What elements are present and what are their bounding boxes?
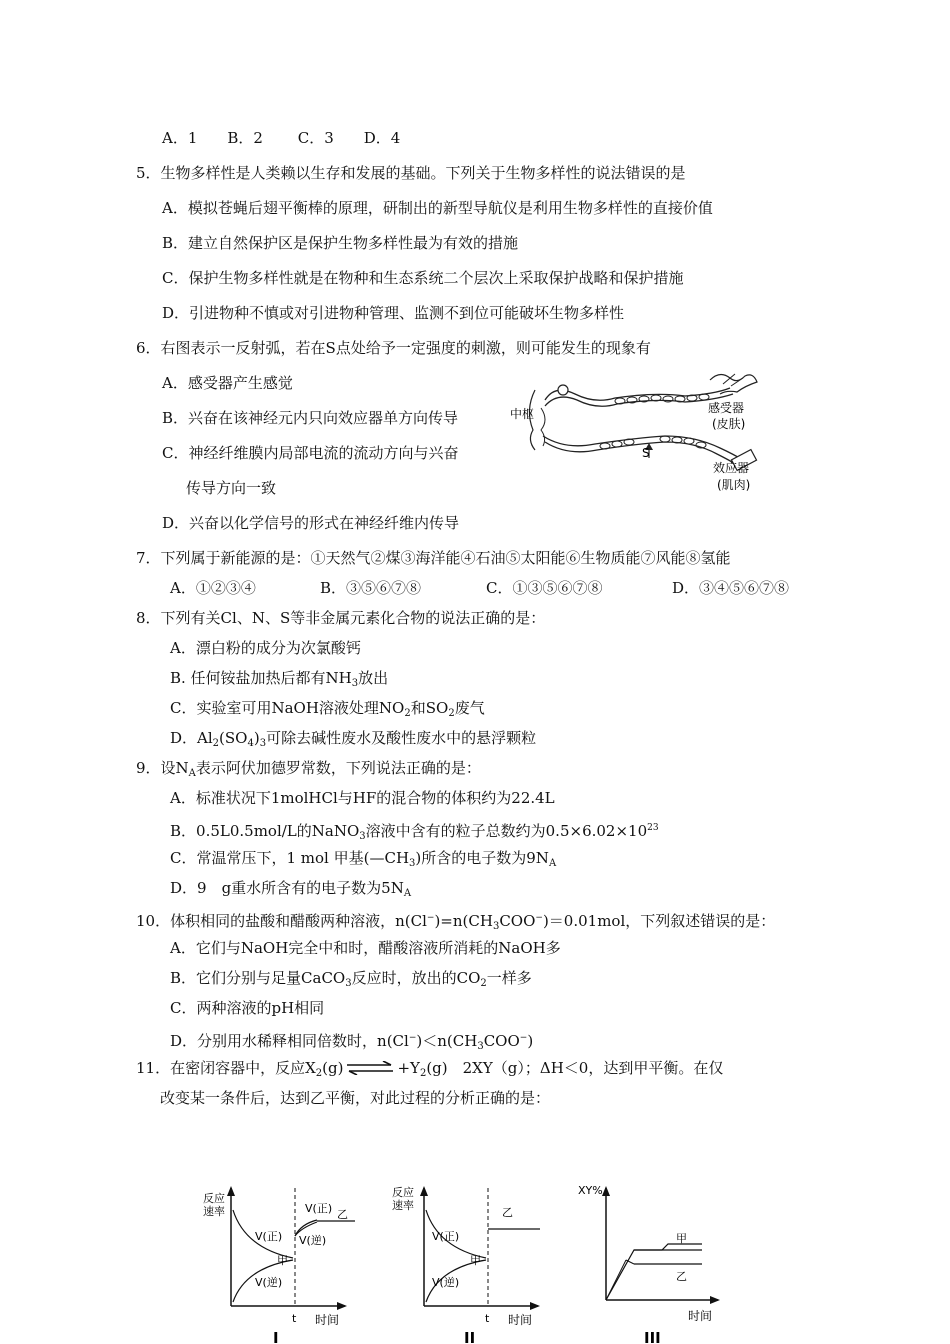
reflex-arc-figure xyxy=(505,370,775,500)
graph-ii-v-rev: V(逆) xyxy=(432,1276,460,1289)
graph-i-v-rev: V(逆) xyxy=(255,1276,283,1289)
graph-i-jia: 甲 xyxy=(277,1254,288,1267)
graph-i-caption: I xyxy=(273,1329,279,1344)
graph-i-xlabel: 时间 xyxy=(315,1313,340,1327)
q7-option-c: C．①③⑤⑥⑦⑧ xyxy=(486,579,603,597)
q11-stem-line2: 改变某一条件后，达到乙平衡，对此过程的分析正确的是： xyxy=(160,1089,551,1107)
graph-ii-ylabel-1: 反应 xyxy=(392,1186,414,1199)
q6-option-d: D．兴奋以化学信号的形式在神经纤维内传导 xyxy=(162,514,460,532)
graph-ii-yi: 乙 xyxy=(502,1206,513,1219)
q5-option-a: A．模拟苍蝇后翅平衡棒的原理，研制出的新型导航仪是利用生物多样性的直接价值 xyxy=(162,199,713,217)
q6-option-a: A．感受器产生感觉 xyxy=(162,374,293,392)
q8-option-b: B. 任何铵盐加热后都有$NH_3$放出 xyxy=(170,669,389,689)
graph-ii-xlabel: 时间 xyxy=(508,1313,533,1327)
graph-ii-caption: II xyxy=(464,1329,476,1344)
graph-i-v-rev-2: V(逆) xyxy=(299,1234,327,1247)
fig-label-center: 中枢 xyxy=(510,407,535,421)
fig-label-receptor: 感受器 xyxy=(708,401,745,415)
graph-i xyxy=(195,1180,365,1344)
graph-iii-yi: 乙 xyxy=(676,1270,687,1283)
q10-option-c: C．两种溶液的pH相同 xyxy=(170,999,325,1017)
q6-stem: 6．右图表示一反射弧，若在S点处给予一定强度的刺激，则可能发生的现象有 xyxy=(136,339,651,357)
q6-option-b: B．兴奋在该神经元内只向效应器单方向传导 xyxy=(162,409,459,427)
q8-stem: 8．下列有关Cl、N、S等非金属元素化合物的说法正确的是： xyxy=(136,609,546,627)
graph-ii-ylabel-2: 速率 xyxy=(392,1199,414,1212)
graph-i-yi: 乙 xyxy=(337,1208,348,1221)
fig-label-receptor-sub: (皮肤) xyxy=(712,417,746,431)
q6-option-c: C．神经纤维膜内局部电流的流动方向与兴奋 xyxy=(162,444,459,462)
fig-label-effector-sub: (肌肉) xyxy=(717,478,751,492)
q5-option-c: C．保护生物多样性就是在物种和生态系统二个层次上采取保护战略和保护措施 xyxy=(162,269,684,287)
q10-option-d: D．分别用水稀释相同倍数时，$n(Cl^-)<n(CH_3COO^-)$ xyxy=(170,1032,534,1052)
graph-ii-t: t xyxy=(485,1312,490,1325)
q9-option-c: C．常温常压下，1 mol 甲基$(—CH_3)$所含的电子数为$9N_A$ xyxy=(170,849,557,869)
graph-ii-v-fwd: V(正) xyxy=(432,1230,460,1243)
q11-stem: 11．在密闭容器中，反应$X_2(g) +Y_2(g)$ 2XY（g）；ΔH＜0，达到甲平衡。在仅 xyxy=(136,1059,724,1079)
q7-stem: 7．下列属于新能源的是：①天然气②煤③海洋能④石油⑤太阳能⑥生物质能⑦风能⑧氢能 xyxy=(136,549,731,567)
q5-stem: 5．生物多样性是人类赖以生存和发展的基础。下列关于生物多样性的说法错误的是 xyxy=(136,164,686,182)
graph-iii-xlabel: 时间 xyxy=(688,1309,713,1323)
graph-iii-jia: 甲 xyxy=(676,1232,687,1245)
graph-i-v-fwd: V(正) xyxy=(255,1230,283,1243)
q7-option-d: D．③④⑤⑥⑦⑧ xyxy=(672,579,790,597)
q8-option-a: A．漂白粉的成分为次氯酸钙 xyxy=(170,639,361,657)
graph-iii-ylabel: XY% xyxy=(578,1184,603,1197)
q5-option-d: D．引进物种不慎或对引进物种管理、监测不到位可能破坏生物多样性 xyxy=(162,304,625,322)
fig-label-s: S xyxy=(642,446,650,460)
q10-option-b: B．它们分别与足量CaCO$_3$反应时，放出的$CO_2$一样多 xyxy=(170,969,532,989)
graph-i-ylabel-1: 反应 xyxy=(203,1192,225,1205)
graph-i-ylabel-2: 速率 xyxy=(203,1205,225,1218)
q6-option-c-cont: 传导方向一致 xyxy=(186,479,277,497)
graph-iii-caption: III xyxy=(644,1329,661,1344)
q9-stem: 9．设$N_A$表示阿伏加德罗常数，下列说法正确的是： xyxy=(136,759,481,779)
q8-option-c: C．实验室可用NaOH溶液处理$NO_2$和$SO_2$废气 xyxy=(170,699,485,719)
equilibrium-arrow-icon xyxy=(345,1061,395,1075)
q9-option-a: A．标准状况下1molHCl与HF的混合物的体积约为22.4L xyxy=(170,789,555,807)
q7-option-a: A．①②③④ xyxy=(170,579,256,597)
q9-option-d: D．9 g重水所含有的电子数为$5N_A$ xyxy=(170,879,412,899)
q5-option-b: B．建立自然保护区是保护生物多样性最为有效的措施 xyxy=(162,234,519,252)
q10-stem: 10．体积相同的盐酸和醋酸两种溶液，$n(Cl^-)=n(CH_3COO^-)=0.01mol$，下列叙述错误的是： xyxy=(136,912,776,932)
q10-option-a: A．它们与NaOH完全中和时，醋酸溶液所消耗的NaOH多 xyxy=(170,939,561,957)
graph-ii-jia: 甲 xyxy=(470,1254,481,1267)
q8-option-d: D．$Al_2(SO_4)_3$可除去碱性废水及酸性废水中的悬浮颗粒 xyxy=(170,729,537,749)
graph-iii xyxy=(578,1180,748,1344)
graph-i-v-fwd-2: V(正) xyxy=(305,1202,333,1215)
q9-option-b: B．0.5L0.5mol/L的NaNO$_3$溶液中含有的粒子总数约为$0.5\times 6.02\times 10^{23}$ xyxy=(170,822,659,842)
q4-options: A．1 B．2 C．3 D．4 xyxy=(162,129,401,147)
fig-label-effector: 效应器 xyxy=(713,461,750,475)
graph-ii xyxy=(388,1180,558,1344)
q7-option-b: B．③⑤⑥⑦⑧ xyxy=(320,579,422,597)
graph-i-t: t xyxy=(292,1312,297,1325)
